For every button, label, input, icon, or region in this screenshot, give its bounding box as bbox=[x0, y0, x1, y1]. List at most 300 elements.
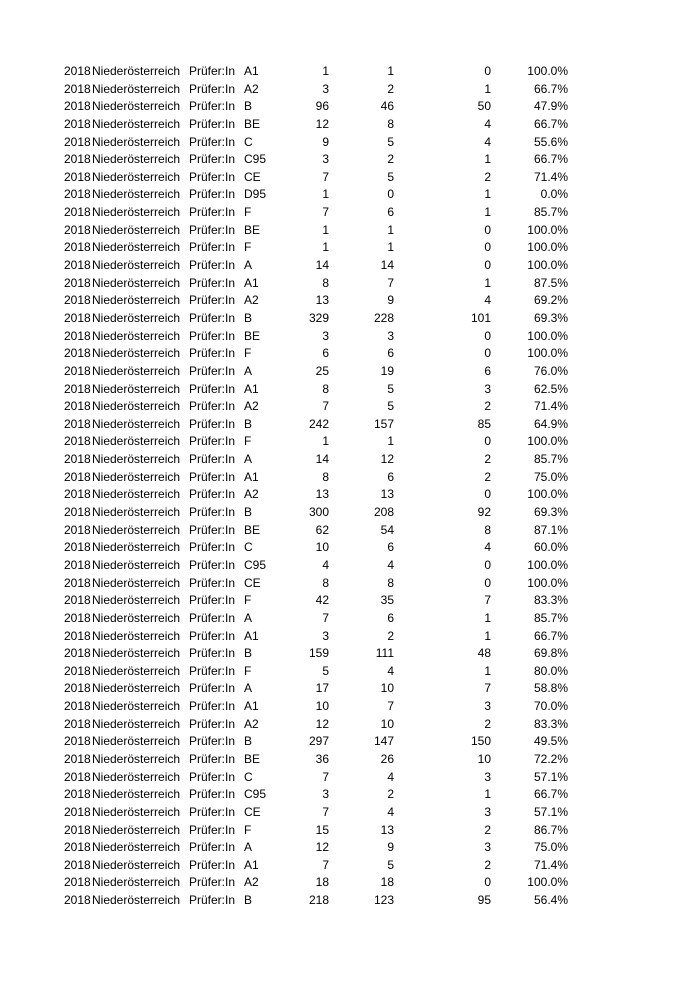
pass-rate-cell: 56.4% bbox=[533, 893, 568, 908]
region-cell: Niederösterreich bbox=[92, 716, 181, 731]
region-cell: Niederösterreich bbox=[92, 416, 181, 431]
role-cell: Prüfer:In bbox=[189, 893, 236, 908]
region-cell: Niederösterreich bbox=[92, 363, 181, 378]
total-cell: 15 bbox=[315, 822, 329, 837]
pass-rate-cell: 100.0% bbox=[527, 875, 568, 890]
region-cell: Niederösterreich bbox=[92, 434, 181, 449]
passed-cell: 9 bbox=[387, 840, 394, 855]
role-cell: Prüfer:In bbox=[189, 487, 236, 502]
year-cell: 2018 bbox=[64, 840, 91, 855]
year-cell: 2018 bbox=[64, 663, 91, 678]
total-cell: 13 bbox=[315, 487, 329, 502]
passed-cell: 6 bbox=[387, 540, 394, 555]
pass-rate-cell: 85.7% bbox=[533, 452, 568, 467]
failed-cell: 0 bbox=[484, 222, 491, 237]
pass-rate-cell: 64.9% bbox=[533, 416, 568, 431]
pass-rate-cell: 100.0% bbox=[527, 222, 568, 237]
total-cell: 218 bbox=[308, 893, 329, 908]
year-cell: 2018 bbox=[64, 134, 91, 149]
pass-rate-cell: 100.0% bbox=[527, 240, 568, 255]
failed-cell: 7 bbox=[484, 593, 491, 608]
year-cell: 2018 bbox=[64, 593, 91, 608]
failed-cell: 0 bbox=[484, 258, 491, 273]
pass-rate-cell: 62.5% bbox=[533, 381, 568, 396]
license-class-cell: A bbox=[244, 258, 253, 273]
role-cell: Prüfer:In bbox=[189, 99, 236, 114]
total-cell: 3 bbox=[322, 81, 329, 96]
total-cell: 8 bbox=[322, 575, 329, 590]
license-class-cell: F bbox=[244, 240, 252, 255]
table-row bbox=[0, 733, 700, 751]
failed-cell: 1 bbox=[484, 610, 491, 625]
license-class-cell: A2 bbox=[244, 399, 259, 414]
license-class-cell: A1 bbox=[244, 857, 259, 872]
total-cell: 14 bbox=[315, 452, 329, 467]
total-cell: 10 bbox=[315, 699, 329, 714]
passed-cell: 7 bbox=[387, 275, 394, 290]
total-cell: 7 bbox=[322, 610, 329, 625]
table-row bbox=[0, 522, 700, 540]
passed-cell: 2 bbox=[387, 787, 394, 802]
total-cell: 6 bbox=[322, 346, 329, 361]
table-row bbox=[0, 63, 700, 81]
pass-rate-cell: 69.8% bbox=[533, 646, 568, 661]
failed-cell: 3 bbox=[484, 804, 491, 819]
failed-cell: 2 bbox=[484, 399, 491, 414]
table-row bbox=[0, 204, 700, 222]
table-row bbox=[0, 610, 700, 628]
pass-rate-cell: 75.0% bbox=[533, 840, 568, 855]
year-cell: 2018 bbox=[64, 416, 91, 431]
region-cell: Niederösterreich bbox=[92, 505, 181, 520]
total-cell: 18 bbox=[315, 875, 329, 890]
table-row bbox=[0, 504, 700, 522]
passed-cell: 5 bbox=[387, 134, 394, 149]
region-cell: Niederösterreich bbox=[92, 628, 181, 643]
passed-cell: 9 bbox=[387, 293, 394, 308]
table-row bbox=[0, 892, 700, 910]
passed-cell: 147 bbox=[373, 734, 394, 749]
license-class-cell: A2 bbox=[244, 875, 259, 890]
passed-cell: 5 bbox=[387, 857, 394, 872]
pass-rate-cell: 83.3% bbox=[533, 593, 568, 608]
pass-rate-cell: 83.3% bbox=[533, 716, 568, 731]
year-cell: 2018 bbox=[64, 81, 91, 96]
year-cell: 2018 bbox=[64, 293, 91, 308]
total-cell: 4 bbox=[322, 557, 329, 572]
year-cell: 2018 bbox=[64, 487, 91, 502]
role-cell: Prüfer:In bbox=[189, 505, 236, 520]
license-class-cell: A2 bbox=[244, 81, 259, 96]
total-cell: 9 bbox=[322, 134, 329, 149]
license-class-cell: A bbox=[244, 610, 253, 625]
passed-cell: 2 bbox=[387, 628, 394, 643]
table-row bbox=[0, 98, 700, 116]
pass-rate-cell: 69.2% bbox=[533, 293, 568, 308]
total-cell: 7 bbox=[322, 205, 329, 220]
passed-cell: 0 bbox=[387, 187, 394, 202]
passed-cell: 4 bbox=[387, 769, 394, 784]
year-cell: 2018 bbox=[64, 434, 91, 449]
passed-cell: 3 bbox=[387, 328, 394, 343]
region-cell: Niederösterreich bbox=[92, 875, 181, 890]
role-cell: Prüfer:In bbox=[189, 363, 236, 378]
passed-cell: 18 bbox=[380, 875, 394, 890]
pass-rate-cell: 66.7% bbox=[533, 81, 568, 96]
pass-rate-cell: 66.7% bbox=[533, 787, 568, 802]
total-cell: 7 bbox=[322, 769, 329, 784]
license-class-cell: A2 bbox=[244, 716, 259, 731]
role-cell: Prüfer:In bbox=[189, 434, 236, 449]
license-class-cell: A1 bbox=[244, 699, 259, 714]
role-cell: Prüfer:In bbox=[189, 646, 236, 661]
passed-cell: 7 bbox=[387, 699, 394, 714]
total-cell: 8 bbox=[322, 275, 329, 290]
region-cell: Niederösterreich bbox=[92, 64, 181, 78]
role-cell: Prüfer:In bbox=[189, 134, 236, 149]
data-table bbox=[0, 63, 700, 910]
failed-cell: 50 bbox=[477, 99, 491, 114]
total-cell: 12 bbox=[315, 716, 329, 731]
total-cell: 25 bbox=[315, 363, 329, 378]
role-cell: Prüfer:In bbox=[189, 875, 236, 890]
failed-cell: 1 bbox=[484, 663, 491, 678]
region-cell: Niederösterreich bbox=[92, 452, 181, 467]
year-cell: 2018 bbox=[64, 681, 91, 696]
license-class-cell: BE bbox=[244, 522, 261, 537]
role-cell: Prüfer:In bbox=[189, 540, 236, 555]
role-cell: Prüfer:In bbox=[189, 416, 236, 431]
passed-cell: 54 bbox=[380, 522, 394, 537]
role-cell: Prüfer:In bbox=[189, 310, 236, 325]
passed-cell: 157 bbox=[373, 416, 394, 431]
region-cell: Niederösterreich bbox=[92, 699, 181, 714]
pass-rate-cell: 86.7% bbox=[533, 822, 568, 837]
passed-cell: 208 bbox=[373, 505, 394, 520]
pass-rate-cell: 80.0% bbox=[533, 663, 568, 678]
pass-rate-cell: 100.0% bbox=[527, 557, 568, 572]
year-cell: 2018 bbox=[64, 699, 91, 714]
passed-cell: 8 bbox=[387, 575, 394, 590]
passed-cell: 1 bbox=[387, 222, 394, 237]
year-cell: 2018 bbox=[64, 116, 91, 131]
total-cell: 14 bbox=[315, 258, 329, 273]
total-cell: 12 bbox=[315, 840, 329, 855]
license-class-cell: B bbox=[244, 734, 253, 749]
table-row bbox=[0, 680, 700, 698]
pass-rate-cell: 100.0% bbox=[527, 64, 568, 78]
passed-cell: 13 bbox=[380, 822, 394, 837]
failed-cell: 2 bbox=[484, 857, 491, 872]
role-cell: Prüfer:In bbox=[189, 751, 236, 766]
table-row bbox=[0, 275, 700, 293]
region-cell: Niederösterreich bbox=[92, 275, 181, 290]
failed-cell: 0 bbox=[484, 875, 491, 890]
total-cell: 300 bbox=[308, 505, 329, 520]
role-cell: Prüfer:In bbox=[189, 822, 236, 837]
passed-cell: 13 bbox=[380, 487, 394, 502]
license-class-cell: F bbox=[244, 346, 252, 361]
license-class-cell: F bbox=[244, 663, 252, 678]
passed-cell: 8 bbox=[387, 116, 394, 131]
year-cell: 2018 bbox=[64, 575, 91, 590]
failed-cell: 10 bbox=[477, 751, 491, 766]
pass-rate-cell: 66.7% bbox=[533, 628, 568, 643]
region-cell: Niederösterreich bbox=[92, 293, 181, 308]
total-cell: 36 bbox=[315, 751, 329, 766]
pass-rate-cell: 71.4% bbox=[533, 857, 568, 872]
year-cell: 2018 bbox=[64, 187, 91, 202]
license-class-cell: C bbox=[244, 134, 253, 149]
license-class-cell: F bbox=[244, 205, 252, 220]
region-cell: Niederösterreich bbox=[92, 399, 181, 414]
license-class-cell: A1 bbox=[244, 381, 259, 396]
failed-cell: 1 bbox=[484, 152, 491, 167]
role-cell: Prüfer:In bbox=[189, 240, 236, 255]
region-cell: Niederösterreich bbox=[92, 734, 181, 749]
role-cell: Prüfer:In bbox=[189, 769, 236, 784]
pass-rate-cell: 100.0% bbox=[527, 487, 568, 502]
total-cell: 3 bbox=[322, 152, 329, 167]
year-cell: 2018 bbox=[64, 628, 91, 643]
table-row bbox=[0, 186, 700, 204]
passed-cell: 5 bbox=[387, 399, 394, 414]
table-row bbox=[0, 310, 700, 328]
region-cell: Niederösterreich bbox=[92, 152, 181, 167]
total-cell: 7 bbox=[322, 399, 329, 414]
table-row bbox=[0, 786, 700, 804]
table-row bbox=[0, 451, 700, 469]
year-cell: 2018 bbox=[64, 328, 91, 343]
table-row bbox=[0, 433, 700, 451]
table-row bbox=[0, 486, 700, 504]
passed-cell: 19 bbox=[380, 363, 394, 378]
year-cell: 2018 bbox=[64, 275, 91, 290]
pass-rate-cell: 100.0% bbox=[527, 575, 568, 590]
total-cell: 3 bbox=[322, 628, 329, 643]
role-cell: Prüfer:In bbox=[189, 840, 236, 855]
failed-cell: 0 bbox=[484, 346, 491, 361]
passed-cell: 1 bbox=[387, 434, 394, 449]
license-class-cell: A2 bbox=[244, 293, 259, 308]
pass-rate-cell: 60.0% bbox=[533, 540, 568, 555]
pass-rate-cell: 58.8% bbox=[533, 681, 568, 696]
failed-cell: 2 bbox=[484, 716, 491, 731]
license-class-cell: C95 bbox=[244, 787, 267, 802]
table-row bbox=[0, 134, 700, 152]
role-cell: Prüfer:In bbox=[189, 716, 236, 731]
failed-cell: 0 bbox=[484, 240, 491, 255]
role-cell: Prüfer:In bbox=[189, 469, 236, 484]
table-row bbox=[0, 222, 700, 240]
region-cell: Niederösterreich bbox=[92, 593, 181, 608]
pass-rate-cell: 55.6% bbox=[533, 134, 568, 149]
region-cell: Niederösterreich bbox=[92, 751, 181, 766]
role-cell: Prüfer:In bbox=[189, 205, 236, 220]
passed-cell: 1 bbox=[387, 240, 394, 255]
pass-rate-cell: 75.0% bbox=[533, 469, 568, 484]
region-cell: Niederösterreich bbox=[92, 840, 181, 855]
region-cell: Niederösterreich bbox=[92, 134, 181, 149]
license-class-cell: A bbox=[244, 363, 253, 378]
role-cell: Prüfer:In bbox=[189, 328, 236, 343]
region-cell: Niederösterreich bbox=[92, 469, 181, 484]
passed-cell: 123 bbox=[373, 893, 394, 908]
total-cell: 5 bbox=[322, 663, 329, 678]
failed-cell: 6 bbox=[484, 363, 491, 378]
pass-rate-cell: 71.4% bbox=[533, 399, 568, 414]
passed-cell: 6 bbox=[387, 346, 394, 361]
role-cell: Prüfer:In bbox=[189, 187, 236, 202]
failed-cell: 0 bbox=[484, 557, 491, 572]
total-cell: 62 bbox=[315, 522, 329, 537]
total-cell: 1 bbox=[322, 64, 329, 78]
pass-rate-cell: 85.7% bbox=[533, 610, 568, 625]
pass-rate-cell: 49.5% bbox=[533, 734, 568, 749]
pass-rate-cell: 87.1% bbox=[533, 522, 568, 537]
passed-cell: 111 bbox=[375, 646, 394, 661]
table-row bbox=[0, 592, 700, 610]
role-cell: Prüfer:In bbox=[189, 628, 236, 643]
failed-cell: 4 bbox=[484, 116, 491, 131]
pass-rate-cell: 57.1% bbox=[533, 804, 568, 819]
region-cell: Niederösterreich bbox=[92, 822, 181, 837]
passed-cell: 14 bbox=[380, 258, 394, 273]
total-cell: 17 bbox=[315, 681, 329, 696]
failed-cell: 0 bbox=[484, 64, 491, 78]
role-cell: Prüfer:In bbox=[189, 64, 236, 78]
pass-rate-cell: 100.0% bbox=[527, 346, 568, 361]
year-cell: 2018 bbox=[64, 169, 91, 184]
total-cell: 13 bbox=[315, 293, 329, 308]
region-cell: Niederösterreich bbox=[92, 610, 181, 625]
pass-rate-cell: 87.5% bbox=[533, 275, 568, 290]
region-cell: Niederösterreich bbox=[92, 540, 181, 555]
pass-rate-cell: 69.3% bbox=[533, 505, 568, 520]
role-cell: Prüfer:In bbox=[189, 399, 236, 414]
region-cell: Niederösterreich bbox=[92, 169, 181, 184]
pass-rate-cell: 72.2% bbox=[533, 751, 568, 766]
role-cell: Prüfer:In bbox=[189, 275, 236, 290]
failed-cell: 1 bbox=[484, 628, 491, 643]
passed-cell: 4 bbox=[387, 557, 394, 572]
year-cell: 2018 bbox=[64, 452, 91, 467]
passed-cell: 12 bbox=[380, 452, 394, 467]
total-cell: 297 bbox=[308, 734, 329, 749]
license-class-cell: CE bbox=[244, 169, 261, 184]
license-class-cell: F bbox=[244, 822, 252, 837]
failed-cell: 3 bbox=[484, 840, 491, 855]
failed-cell: 1 bbox=[484, 787, 491, 802]
year-cell: 2018 bbox=[64, 540, 91, 555]
role-cell: Prüfer:In bbox=[189, 610, 236, 625]
passed-cell: 6 bbox=[387, 469, 394, 484]
year-cell: 2018 bbox=[64, 363, 91, 378]
region-cell: Niederösterreich bbox=[92, 310, 181, 325]
total-cell: 12 bbox=[315, 116, 329, 131]
license-class-cell: C bbox=[244, 769, 253, 784]
year-cell: 2018 bbox=[64, 381, 91, 396]
failed-cell: 1 bbox=[484, 187, 491, 202]
table-row bbox=[0, 575, 700, 593]
failed-cell: 95 bbox=[477, 893, 491, 908]
pass-rate-cell: 66.7% bbox=[533, 152, 568, 167]
failed-cell: 4 bbox=[484, 540, 491, 555]
year-cell: 2018 bbox=[64, 258, 91, 273]
table-row bbox=[0, 345, 700, 363]
year-cell: 2018 bbox=[64, 557, 91, 572]
failed-cell: 0 bbox=[484, 434, 491, 449]
passed-cell: 5 bbox=[387, 169, 394, 184]
region-cell: Niederösterreich bbox=[92, 99, 181, 114]
region-cell: Niederösterreich bbox=[92, 187, 181, 202]
license-class-cell: F bbox=[244, 593, 252, 608]
license-class-cell: CE bbox=[244, 804, 261, 819]
year-cell: 2018 bbox=[64, 751, 91, 766]
failed-cell: 92 bbox=[477, 505, 491, 520]
failed-cell: 2 bbox=[484, 452, 491, 467]
year-cell: 2018 bbox=[64, 399, 91, 414]
failed-cell: 2 bbox=[484, 822, 491, 837]
role-cell: Prüfer:In bbox=[189, 222, 236, 237]
license-class-cell: B bbox=[244, 416, 253, 431]
role-cell: Prüfer:In bbox=[189, 857, 236, 872]
passed-cell: 46 bbox=[380, 99, 394, 114]
year-cell: 2018 bbox=[64, 804, 91, 819]
license-class-cell: A1 bbox=[244, 469, 259, 484]
failed-cell: 0 bbox=[484, 328, 491, 343]
total-cell: 7 bbox=[322, 169, 329, 184]
pass-rate-cell: 76.0% bbox=[533, 363, 568, 378]
pass-rate-cell: 0.0% bbox=[540, 187, 568, 202]
year-cell: 2018 bbox=[64, 99, 91, 114]
license-class-cell: A1 bbox=[244, 275, 259, 290]
total-cell: 329 bbox=[308, 310, 329, 325]
role-cell: Prüfer:In bbox=[189, 557, 236, 572]
failed-cell: 101 bbox=[470, 310, 491, 325]
failed-cell: 150 bbox=[470, 734, 491, 749]
license-class-cell: B bbox=[244, 310, 253, 325]
license-class-cell: CE bbox=[244, 575, 261, 590]
license-class-cell: B bbox=[244, 646, 253, 661]
failed-cell: 3 bbox=[484, 381, 491, 396]
role-cell: Prüfer:In bbox=[189, 152, 236, 167]
total-cell: 159 bbox=[308, 646, 329, 661]
license-class-cell: F bbox=[244, 434, 252, 449]
region-cell: Niederösterreich bbox=[92, 205, 181, 220]
role-cell: Prüfer:In bbox=[189, 681, 236, 696]
failed-cell: 0 bbox=[484, 575, 491, 590]
total-cell: 1 bbox=[322, 434, 329, 449]
year-cell: 2018 bbox=[64, 893, 91, 908]
failed-cell: 3 bbox=[484, 699, 491, 714]
year-cell: 2018 bbox=[64, 240, 91, 255]
role-cell: Prüfer:In bbox=[189, 169, 236, 184]
total-cell: 7 bbox=[322, 804, 329, 819]
passed-cell: 1 bbox=[387, 64, 394, 78]
year-cell: 2018 bbox=[64, 610, 91, 625]
license-class-cell: D95 bbox=[244, 187, 267, 202]
failed-cell: 2 bbox=[484, 469, 491, 484]
license-class-cell: C bbox=[244, 540, 253, 555]
role-cell: Prüfer:In bbox=[189, 346, 236, 361]
role-cell: Prüfer:In bbox=[189, 575, 236, 590]
total-cell: 8 bbox=[322, 381, 329, 396]
region-cell: Niederösterreich bbox=[92, 769, 181, 784]
total-cell: 7 bbox=[322, 857, 329, 872]
role-cell: Prüfer:In bbox=[189, 593, 236, 608]
license-class-cell: BE bbox=[244, 328, 261, 343]
